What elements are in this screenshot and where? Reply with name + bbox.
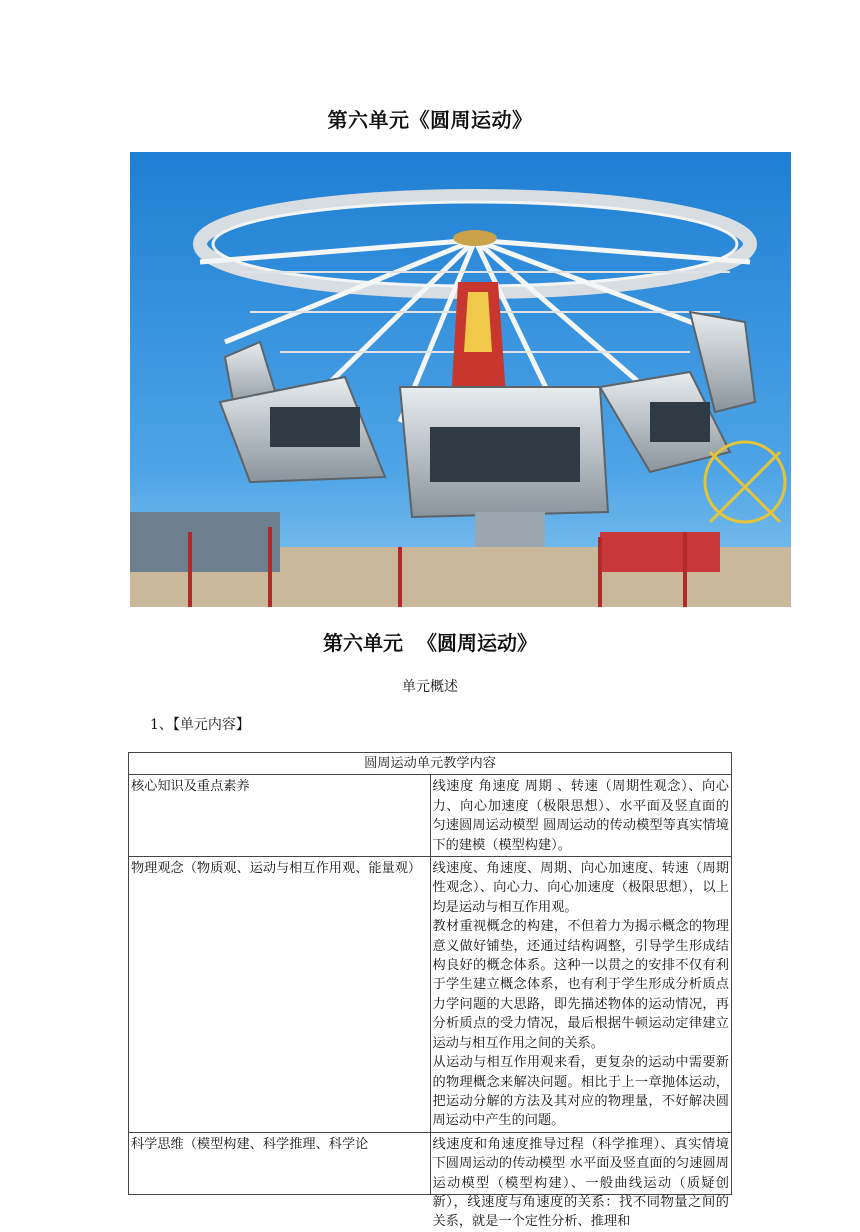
unit-title: 第六单元 《圆周运动》 (323, 631, 537, 655)
table-header-row (129, 753, 732, 775)
table-row (129, 1132, 732, 1194)
row-label: 核心知识及重点素养 (129, 775, 431, 857)
row-content (430, 857, 732, 1133)
section-heading: 1、【单元内容】 (150, 717, 250, 733)
row-label-text: 科学思维（模型构建、科学推理、科学论 (131, 1136, 369, 1152)
row-paragraph: 线速度 角速度 周期 、转速（周期性观念）、向心力、向心加速度（极限思想）、水平面及竖直面的匀速圆周运动模型 圆周运动的传动模型等真实情境下的建模（模型构建）。 (432, 779, 729, 853)
row-paragraph: 线速度、角速度、周期、向心加速度、转速（周期性观念）、向心力、向心加速度（极限思想），以上均是运动与相互作用观。 (432, 861, 729, 915)
row-paragraph: 从运动与相互作用观来看，更复杂的运动中需要新的物理概念来解决问题。相比于上一章抛体运动，把运动分解的方法及其对应的物理量，不好解决圆周运动中产生的问题。 (432, 1055, 729, 1129)
row-paragraph: 线速度和角速度推导过程（科学推理）、真实情境下圆周运动的传动模型 水平面及竖直面的匀速圆周运动模型（模型构建）、一般曲线运动（质疑创新），线速度与角速度的关系：找不同物量之间的关系，就是一个定性分析、推理和 (432, 1136, 729, 1230)
table-header: 圆周运动单元教学内容 (129, 753, 732, 775)
row-label: 物理观念（物质观、运动与相互作用观、能量观） (129, 857, 431, 1133)
row-content (430, 1132, 732, 1230)
amusement-ride-photo (130, 152, 791, 607)
row-label (129, 1132, 431, 1194)
page-title: 第六单元《圆周运动》 (327, 108, 533, 132)
row-paragraph: 教材重视概念的构建，不但着力为揭示概念的物理意义做好铺垫，还通过结构调整，引导学生形成结构良好的概念体系。这种一以贯之的安排不仅有利于学生建立概念体系，也有利于学生形成分析质点力学问题的大思路，即先描述物体的运动情况，再分析质点的受力情况，最后根据牛顿运动定律建立运动与相互作用之间的关系。 (432, 919, 729, 1051)
row-content (430, 775, 732, 857)
table-row (129, 857, 732, 1133)
unit-content-table (128, 752, 732, 1230)
unit-overview-heading: 单元概述 (402, 679, 458, 695)
table-row (129, 775, 732, 857)
